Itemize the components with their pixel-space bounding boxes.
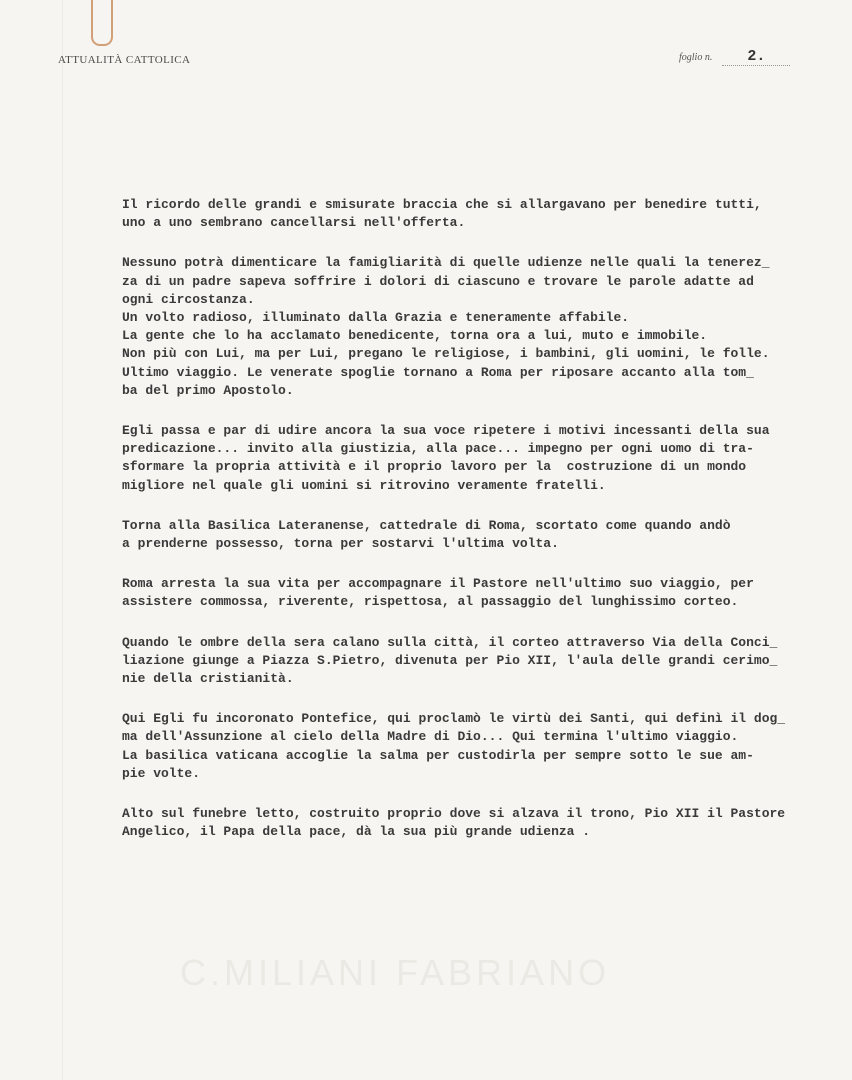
text-line: predicazione... invito alla giustizia, alla pace... impegno per ogni uomo di tra-	[122, 441, 754, 457]
text-line: uno a uno sembrano cancellarsi nell'offerta.	[122, 215, 466, 231]
folio	[679, 47, 790, 66]
text-line: liazione giunge a Piazza S.Pietro, divenuta per Pio XII, l'aula delle grandi cerimo_	[122, 652, 778, 668]
paragraph	[122, 805, 822, 841]
text-line: ma dell'Assunzione al cielo della Madre di Dio... Qui termina l'ultimo viaggio.	[122, 729, 739, 745]
text-line: Nessuno potrà dimenticare la famigliarità di quelle udienze nelle quali la tenerez_	[122, 255, 770, 271]
text-line: za di un padre sapeva soffrire i dolori di ciascuno e trovare le parole adatte ad	[122, 273, 754, 289]
text-line: Alto sul funebre letto, costruito proprio dove si alzava il trono, Pio XII il Pastore	[122, 806, 786, 822]
text-line: La gente che lo ha acclamato benedicente, torna ora a lui, muto e immobile.	[122, 328, 708, 344]
paper-fold	[62, 0, 63, 1080]
text-line: La basilica vaticana accoglie la salma per custodirla per sempre sotto le sue am-	[122, 747, 754, 763]
paragraph	[122, 517, 822, 553]
text-line: Ultimo viaggio. Le venerate spoglie tornano a Roma per riposare accanto alla tom_	[122, 364, 754, 380]
text-line: Egli passa e par di udire ancora la sua voce ripetere i motivi incessanti della sua	[122, 423, 770, 439]
text-line: assistere commossa, riverente, rispettosa, al passaggio del lunghissimo corteo.	[122, 594, 739, 610]
text-line: Roma arresta la sua vita per accompagnare il Pastore nell'ultimo suo viaggio, per	[122, 576, 754, 592]
text-line: Non più con Lui, ma per Lui, pregano le religiose, i bambini, gli uomini, le folle.	[122, 346, 770, 362]
paragraph	[122, 196, 822, 232]
text-line: pie volte.	[122, 765, 201, 781]
text-line: migliore nel quale gli uomini si ritrovino veramente fratelli.	[122, 477, 606, 493]
paragraph	[122, 710, 822, 783]
folio-label: foglio n.	[679, 52, 713, 63]
text-line: Angelico, il Papa della pace, dà la sua più grande udienza .	[122, 824, 591, 840]
paragraph	[122, 422, 822, 495]
text-line: Qui Egli fu incoronato Pontefice, qui proclamò le virtù dei Santi, qui definì il dog_	[122, 711, 786, 727]
paper-clip-mark	[91, 0, 113, 46]
folio-number: 2.	[722, 48, 790, 66]
text-line: ogni circostanza.	[122, 291, 255, 307]
text-line: Un volto radioso, illuminato dalla Grazia e teneramente affabile.	[122, 310, 630, 326]
text-line: nie della cristianità.	[122, 671, 294, 687]
document-body	[122, 196, 822, 863]
text-line: ba del primo Apostolo.	[122, 382, 294, 398]
text-line: a prenderne possesso, torna per sostarvi l'ultima volta.	[122, 536, 559, 552]
paragraph	[122, 634, 822, 689]
watermark: C.MILIANI FABRIANO	[180, 952, 611, 993]
text-line: Quando le ombre della sera calano sulla città, il corteo attraverso Via della Conci_	[122, 634, 778, 650]
masthead: ATTUALITÀ CATTOLICA	[58, 54, 191, 66]
text-line: Il ricordo delle grandi e smisurate braccia che si allargavano per benedire tutti,	[122, 197, 762, 212]
paragraph	[122, 254, 822, 400]
text-line: sformare la propria attività e il proprio lavoro per la costruzione di un mondo	[122, 459, 747, 475]
paragraph	[122, 575, 822, 611]
text-line: Torna alla Basilica Lateranense, cattedrale di Roma, scortato come quando andò	[122, 517, 731, 533]
